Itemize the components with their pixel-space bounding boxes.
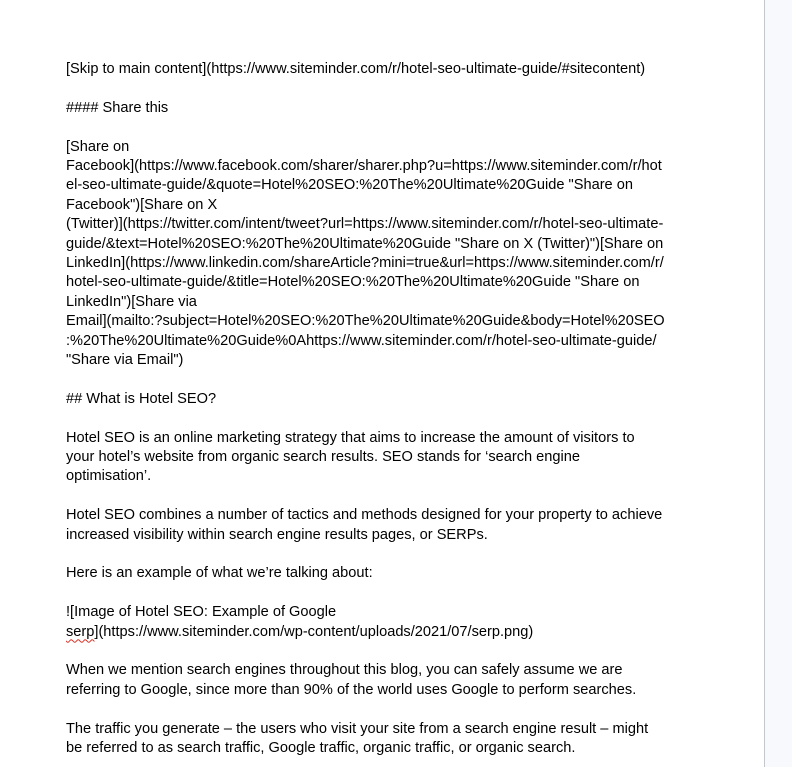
- share-links-paragraph: [66, 138, 672, 371]
- text-line: el-seo-ultimate-guide/&quote=Hotel%20SEO:%20The%20Ultimate%20Guide "Share on: [66, 177, 633, 194]
- text-line: When we mention search engines throughout this blog, you can safely assume we are: [66, 662, 623, 679]
- text-line: :%20The%20Ultimate%20Guide%0Ahttps://www.siteminder.com/r/hotel-seo-ultimate-guide/: [66, 332, 657, 349]
- text-line: Facebook")[Share on X: [66, 196, 218, 213]
- text-line: ![Image of Hotel SEO: Example of Google: [66, 604, 337, 621]
- body-paragraph: Here is an example of what we’re talking about:: [66, 565, 373, 582]
- text-line: your hotel’s website from organic search results. SEO stands for ‘search engine: [66, 449, 581, 466]
- text-line: increased visibility within search engine results pages, or SERPs.: [66, 526, 488, 543]
- text-line: LinkedIn")[Share via: [66, 293, 197, 310]
- text-line: Email](mailto:?subject=Hotel%20SEO:%20The%20Ultimate%20Guide&body=Hotel%20SEO: [66, 313, 665, 330]
- text-line: optimisation’.: [66, 468, 152, 485]
- text-line: referring to Google, since more than 90% of the world uses Google to perform searches.: [66, 681, 637, 698]
- text-line: LinkedIn](https://www.linkedin.com/shareArticle?mini=true&url=https://www.siteminder.com/r/: [66, 255, 664, 272]
- text-line: [Share on: [66, 138, 130, 155]
- share-heading: #### Share this: [66, 99, 169, 116]
- document-body[interactable]: [66, 60, 672, 778]
- misspelled-word[interactable]: serp: [66, 623, 95, 640]
- body-paragraph: [66, 429, 672, 487]
- image-reference-paragraph: [66, 603, 672, 642]
- skip-link-paragraph: [Skip to main content](https://www.siteminder.com/r/hotel-seo-ultimate-guide/#sitecontent): [66, 61, 646, 77]
- text-line: "Share via Email"): [66, 352, 184, 369]
- text-line: guide/&text=Hotel%20SEO:%20The%20Ultimate%20Guide "Share on X (Twitter)")[Share on: [66, 235, 664, 252]
- body-paragraph: [66, 661, 672, 700]
- text-line: Facebook](https://www.facebook.com/sharer/sharer.php?u=https://www.siteminder.com/r/hot: [66, 158, 662, 174]
- text-line: Hotel SEO is an online marketing strategy that aims to increase the amount of visitors to: [66, 429, 635, 446]
- text-line: ](https://www.siteminder.com/wp-content/uploads/2021/07/serp.png): [94, 623, 534, 640]
- text-line: (Twitter)](https://twitter.com/intent/tweet?url=https://www.siteminder.com/r/hotel-seo-ultimate-: [66, 216, 664, 233]
- side-panel: [764, 0, 792, 767]
- text-line: The traffic you generate – the users who visit your site from a search engine result – might: [66, 720, 649, 737]
- text-line: hotel-seo-ultimate-guide/&title=Hotel%20SEO:%20The%20Ultimate%20Guide "Share on: [66, 274, 640, 291]
- text-line: be referred to as search traffic, Google traffic, organic traffic, or organic search.: [66, 740, 576, 757]
- text-line: Hotel SEO combines a number of tactics and methods designed for your property to achieve: [66, 507, 663, 524]
- section-heading-what-is-hotel-seo: ## What is Hotel SEO?: [66, 390, 217, 407]
- body-paragraph: [66, 506, 672, 545]
- body-paragraph: [66, 720, 672, 759]
